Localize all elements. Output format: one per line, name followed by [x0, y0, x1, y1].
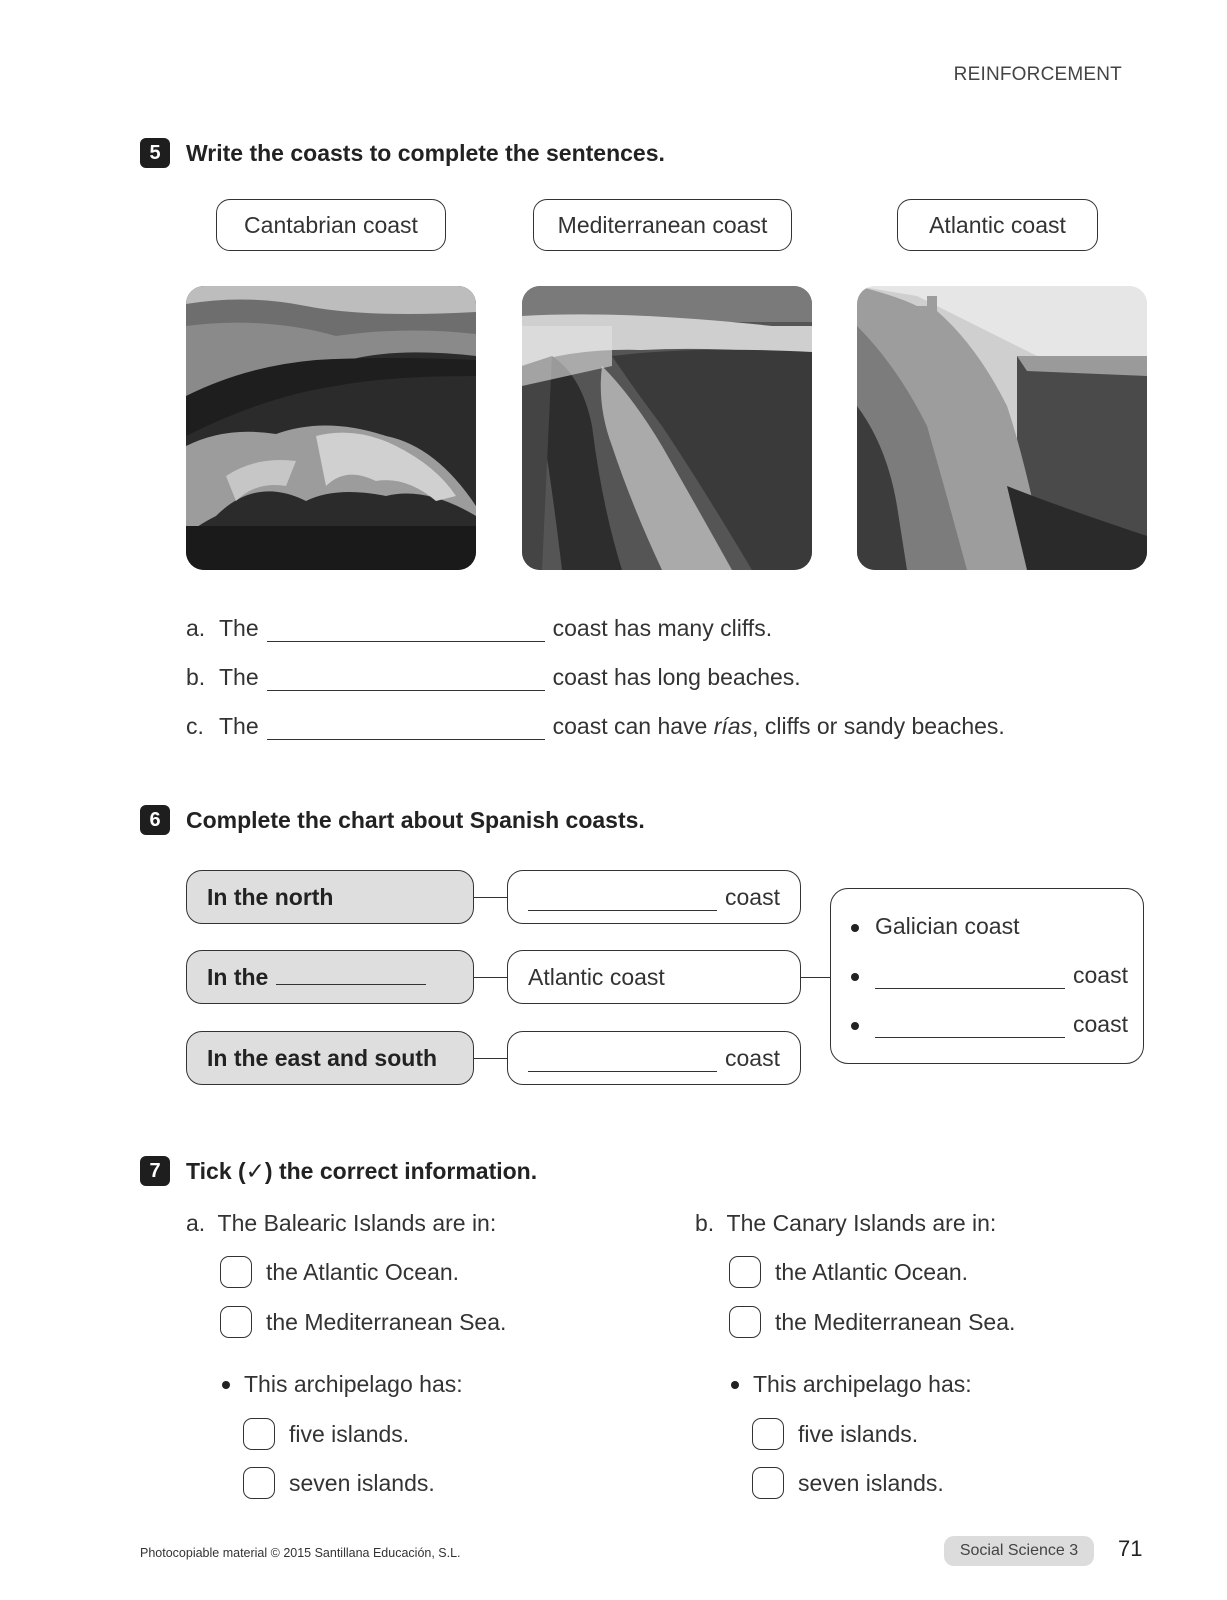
- sentence-suffix-post: , cliffs or sandy beaches.: [752, 713, 1005, 739]
- option-label: five islands.: [289, 1420, 410, 1447]
- exercise-number: 5: [140, 138, 170, 168]
- sentence-label: a.: [186, 615, 206, 641]
- option-label: the Atlantic Ocean.: [266, 1258, 460, 1285]
- chart-region-north: In the north: [186, 870, 474, 924]
- photo-cliff-coast-aerial: [186, 286, 476, 570]
- subquestion-a: [222, 1371, 463, 1398]
- photo-cliff-lighthouse: [857, 286, 1147, 570]
- option-a-seven: [243, 1467, 435, 1499]
- connector-line: [801, 977, 830, 978]
- checkbox[interactable]: [752, 1467, 784, 1499]
- bullet-icon: [851, 973, 859, 981]
- subquestion-b: [731, 1371, 972, 1398]
- chart-coast-north: [507, 870, 801, 924]
- exercise-number: 7: [140, 1156, 170, 1186]
- option-b-five: [752, 1418, 918, 1450]
- subquestion-label: This archipelago has:: [244, 1371, 463, 1397]
- coast-word: coast: [725, 883, 780, 910]
- subcoast-label: coast: [1073, 1011, 1128, 1037]
- connector-line: [474, 977, 507, 978]
- subcoast-item: [851, 1011, 1128, 1038]
- option-label: seven islands.: [798, 1469, 944, 1496]
- exercise-title: Complete the chart about Spanish coasts.: [186, 806, 645, 833]
- option-b-atlantic: [729, 1256, 968, 1288]
- option-label: the Mediterranean Sea.: [775, 1308, 1016, 1335]
- sentence-suffix: coast has many cliffs.: [552, 615, 773, 641]
- word-box-cantabrian: Cantabrian coast: [216, 199, 446, 251]
- bullet-icon: [851, 1022, 859, 1030]
- sentence-label: b.: [186, 664, 206, 690]
- answer-blank[interactable]: [875, 968, 1065, 989]
- answer-blank[interactable]: [528, 1051, 717, 1072]
- word-box-atlantic: Atlantic coast: [897, 199, 1098, 251]
- answer-blank[interactable]: [267, 670, 545, 691]
- sentence-label: c.: [186, 713, 204, 739]
- bullet-icon: [851, 924, 859, 932]
- answer-blank[interactable]: [267, 621, 545, 642]
- option-a-five: [243, 1418, 409, 1450]
- sentence-prefix: The: [219, 713, 259, 739]
- chart-coast-east-south: [507, 1031, 801, 1085]
- checkbox[interactable]: [220, 1256, 252, 1288]
- coast-word: coast: [725, 1044, 780, 1071]
- sentence-b: [186, 664, 801, 691]
- word-box-mediterranean: Mediterranean coast: [533, 199, 792, 251]
- page-number: 71: [1118, 1536, 1143, 1561]
- footer-copyright: Photocopiable material © 2015 Santillana Educación, S.L.: [140, 1546, 461, 1560]
- question-b: b. The Canary Islands are in:: [695, 1210, 997, 1236]
- connector-line: [474, 1058, 507, 1059]
- sentence-suffix: coast has long beaches.: [552, 664, 801, 690]
- option-b-seven: [752, 1467, 944, 1499]
- subcoast-label: Galician coast: [875, 913, 1020, 939]
- answer-blank[interactable]: [276, 970, 426, 985]
- bullet-icon: [731, 1381, 739, 1389]
- checkbox[interactable]: [752, 1418, 784, 1450]
- checkbox[interactable]: [220, 1306, 252, 1338]
- exercise-number: 6: [140, 805, 170, 835]
- sentence-prefix: The: [219, 615, 259, 641]
- option-b-mediterranean: [729, 1306, 1015, 1338]
- option-a-mediterranean: [220, 1306, 506, 1338]
- option-a-atlantic: [220, 1256, 459, 1288]
- answer-blank[interactable]: [528, 890, 717, 911]
- subquestion-label: This archipelago has:: [753, 1371, 972, 1397]
- subcoast-item: [851, 913, 1019, 940]
- section-label: REINFORCEMENT: [953, 64, 1122, 85]
- answer-blank[interactable]: [875, 1017, 1065, 1038]
- chart-region-blank: [186, 950, 474, 1004]
- subcoast-item: [851, 962, 1128, 989]
- photo-beach-town-aerial: [522, 286, 812, 570]
- sentence-suffix-italic: rías: [713, 713, 753, 739]
- question-a: a. The Balearic Islands are in:: [186, 1210, 497, 1236]
- exercise-6-heading: [140, 805, 645, 835]
- chart-coast-atlantic: Atlantic coast: [507, 950, 801, 1004]
- bullet-icon: [222, 1381, 230, 1389]
- option-label: five islands.: [798, 1420, 919, 1447]
- option-label: seven islands.: [289, 1469, 435, 1496]
- exercise-title: Write the coasts to complete the sentences.: [186, 139, 665, 166]
- sentence-a: [186, 615, 772, 642]
- checkbox[interactable]: [729, 1256, 761, 1288]
- exercise-5-heading: [140, 138, 665, 168]
- option-label: the Mediterranean Sea.: [266, 1308, 507, 1335]
- checkbox[interactable]: [243, 1467, 275, 1499]
- subcoast-label: coast: [1073, 962, 1128, 988]
- checkbox[interactable]: [243, 1418, 275, 1450]
- sentence-suffix-pre: coast can have: [552, 713, 714, 739]
- exercise-title: Tick (✓) the correct information.: [186, 1157, 538, 1184]
- option-label: the Atlantic Ocean.: [775, 1258, 969, 1285]
- chart-region-east-south: In the east and south: [186, 1031, 474, 1085]
- sentence-prefix: The: [219, 664, 259, 690]
- checkbox[interactable]: [729, 1306, 761, 1338]
- exercise-7-heading: [140, 1156, 537, 1186]
- footer-book-title: Social Science 3: [944, 1536, 1094, 1566]
- sentence-c: [186, 713, 1005, 740]
- answer-blank[interactable]: [267, 719, 545, 740]
- connector-line: [474, 897, 507, 898]
- region-prefix: In the: [207, 963, 269, 990]
